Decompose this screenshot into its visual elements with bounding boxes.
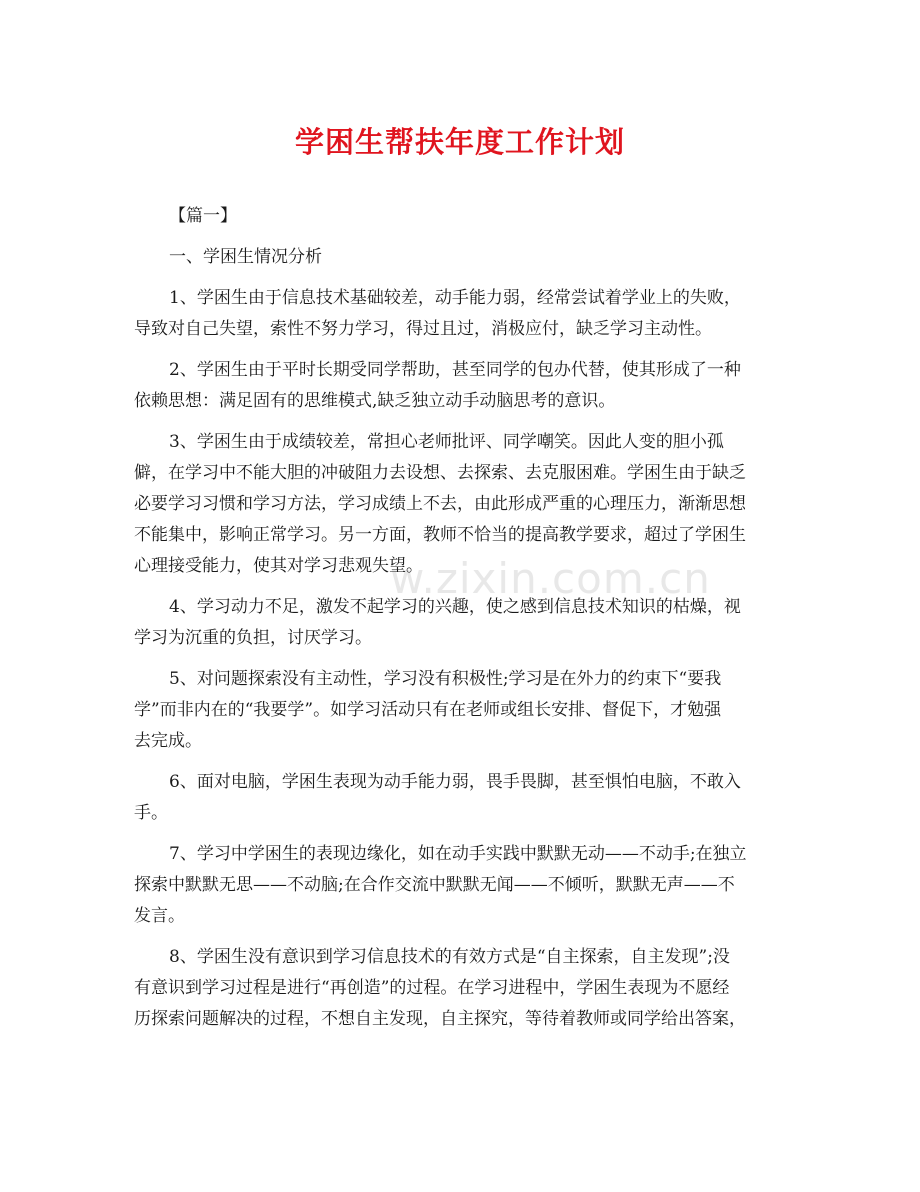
paragraph-line: 去完成。 — [134, 731, 202, 751]
paragraph-item-5 — [134, 664, 784, 757]
paragraph-line: 必要学习习惯和学习方法，学习成绩上不去，由此形成严重的心理压力，渐渐思想 — [134, 494, 746, 514]
paragraph-line: 一、学困生情况分析 — [169, 247, 322, 267]
paragraph-line: 2、学困生由于平时长期受同学帮助，甚至同学的包办代替，使其形成了一种 — [169, 360, 741, 380]
paragraph-line: 4、学习动力不足，激发不起学习的兴趣，使之感到信息技术知识的枯燥，视 — [169, 597, 741, 617]
paragraph-line: 心理接受能力，使其对学习悲观失望。 — [134, 556, 423, 576]
paragraph-line: 依赖思想：满足固有的思维模式,缺乏独立动手动脑思考的意识。 — [134, 391, 616, 411]
paragraph-section-label — [134, 201, 784, 232]
paragraph-line: 有意识到学习过程是进行“再创造”的过程。在学习进程中，学困生表现为不愿经 — [134, 978, 730, 998]
paragraph-item-2 — [134, 355, 784, 417]
paragraph-line: 7、学习中学困生的表现边缘化，如在动手实践中默默无动——不动手;在独立 — [169, 844, 747, 864]
paragraph-gap — [134, 417, 784, 427]
paragraph-item-3 — [134, 427, 784, 582]
paragraph-line: 学习为沉重的负担，讨厌学习。 — [134, 628, 372, 648]
paragraph-line: 历探索问题解决的过程，不想自主发现，自主探究，等待着教师或同学给出答案， — [134, 1009, 746, 1029]
paragraph-line: 【篇一】 — [169, 206, 237, 226]
paragraph-line: 僻，在学习中不能大胆的冲破阻力去设想、去探索、去克服困难。学困生由于缺乏 — [134, 463, 746, 483]
paragraph-heading-1 — [134, 242, 784, 273]
document-body — [134, 201, 784, 1035]
paragraph-gap — [134, 582, 784, 592]
paragraph-gap — [134, 232, 784, 242]
paragraph-line: 探索中默默无思——不动脑;在合作交流中默默无闻——不倾听，默默无声——不 — [134, 875, 735, 895]
paragraph-item-4 — [134, 592, 784, 654]
paragraph-gap — [134, 829, 784, 839]
paragraph-gap — [134, 345, 784, 355]
paragraph-line: 手。 — [134, 803, 168, 823]
paragraph-item-1 — [134, 283, 784, 345]
paragraph-item-7 — [134, 839, 784, 932]
paragraph-item-8 — [134, 942, 784, 1035]
paragraph-line: 6、面对电脑，学困生表现为动手能力弱，畏手畏脚，甚至惧怕电脑，不敢入 — [169, 772, 741, 792]
paragraph-line: 5、对问题探索没有主动性，学习没有积极性;学习是在外力的约束下“要我 — [169, 669, 722, 689]
document-title: 学困生帮扶年度工作计划 — [294, 125, 625, 159]
paragraph-line: 导致对自己失望，索性不努力学习，得过且过，消极应付，缺乏学习主动性。 — [134, 319, 712, 339]
paragraph-line: 发言。 — [134, 906, 185, 926]
watermark: w.zixin.com.cn — [390, 554, 711, 603]
paragraph-item-6 — [134, 767, 784, 829]
paragraph-gap — [134, 654, 784, 664]
paragraph-gap — [134, 757, 784, 767]
paragraph-gap — [134, 932, 784, 942]
paragraph-gap — [134, 273, 784, 283]
paragraph-line: 1、学困生由于信息技术基础较差，动手能力弱，经常尝试着学业上的失败， — [169, 288, 741, 308]
paragraph-line: 3、学困生由于成绩较差，常担心老师批评、同学嘲笑。因此人变的胆小孤 — [169, 432, 724, 452]
paragraph-line: 学”而非内在的“我要学”。如学习活动只有在老师或组长安排、督促下，才勉强 — [134, 700, 722, 720]
paragraph-line: 8、学困生没有意识到学习信息技术的有效方式是“自主探索，自主发现”;没 — [169, 947, 730, 967]
paragraph-line: 不能集中，影响正常学习。另一方面，教师不恰当的提高教学要求，超过了学困生 — [134, 525, 746, 545]
